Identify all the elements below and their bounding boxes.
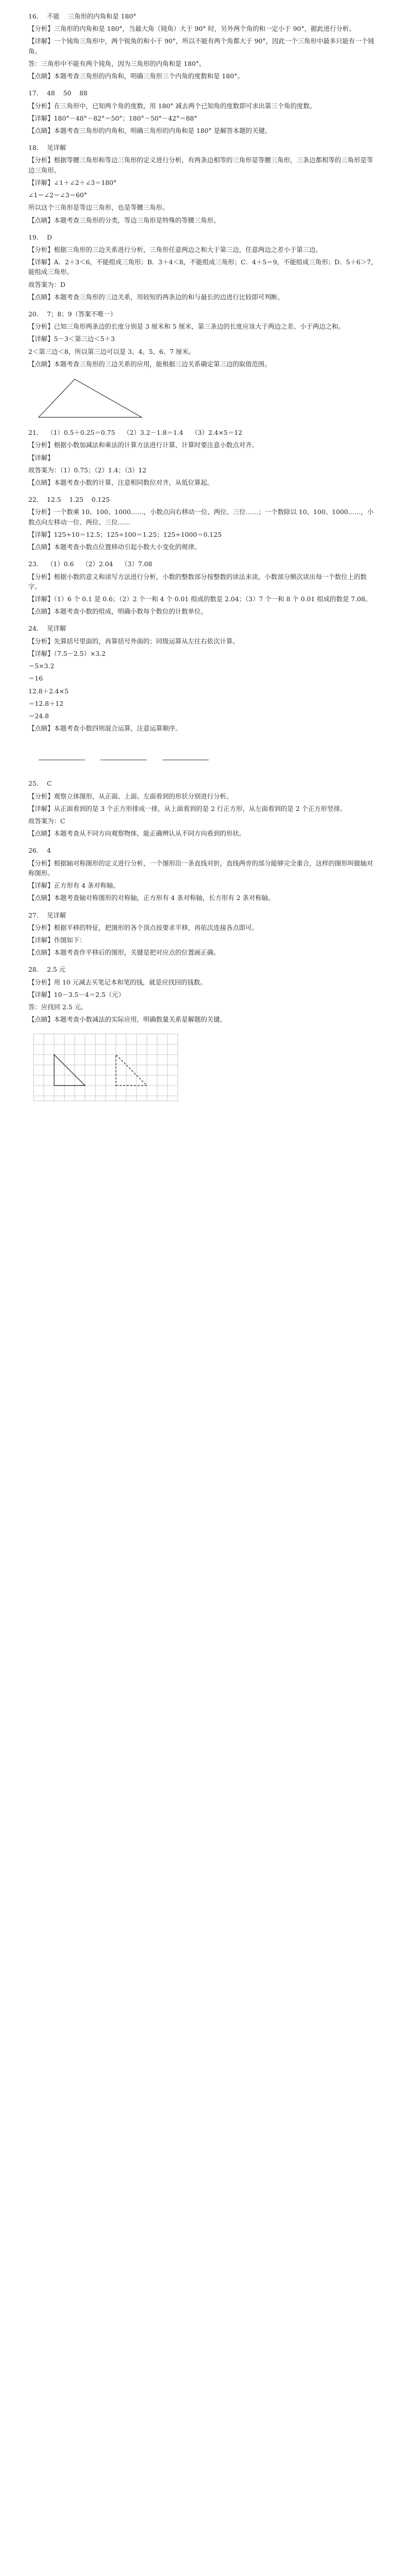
text-line: 23． （1）0.6 （2）2.04 （3）7.08 — [28, 560, 152, 568]
text-line: 【详解】5－3＜第三边＜5＋3 — [28, 335, 115, 343]
text-line: 【详解】125÷10＝12.5；125÷100＝1.25；125÷1000＝0.125 — [28, 530, 222, 538]
text-line: 故答案为：C — [28, 817, 65, 825]
text-line: 【点睛】本题考查小数的组成，明确小数每个数位的计数单位。 — [28, 607, 207, 616]
text-line: 26． 4 — [28, 846, 51, 855]
text-line: 【点睛】本题考查三角形的三边关系的应用，能根据三边关系确定第三边的取值范围。 — [28, 360, 271, 368]
text-line: 25． C — [28, 779, 52, 788]
text-line: ∠1＝∠2＝∠3＝60° — [28, 191, 87, 199]
text-line: 【点睛】本题考查小数四则混合运算，注意运算顺序。 — [28, 724, 182, 733]
text-line: 【点睛】本题考查三角形的三边关系，用较短的两条边的和与最长的边进行比较即可判断。 — [28, 293, 284, 301]
text-line: 2＜第三边＜8，所以第三边可以是 3、4、5、6、7 厘米。 — [28, 347, 195, 355]
text-line: 【点睛】本题考查三角形的内角和，明确三角形的内角和是 180° 是解答本题的关键。 — [28, 126, 272, 134]
text-line: 【点睛】本题考查小数点位置移动引起小数大小变化的规律。 — [28, 543, 201, 551]
text-line: 【点睛】本题考查小数的计算，注意相同数位对齐，从低位算起。 — [28, 479, 214, 486]
text-line: 【分析】已知三角形两条边的长度分别是 3 厘米和 5 厘米，第三条边的长度应该大于两边之差、小于两边之和。 — [28, 323, 345, 331]
text-line: ＝24.8 — [28, 711, 49, 720]
text-line: 所以这个三角形是等边三角形，也是等腰三角形。 — [28, 204, 169, 212]
text-line: 【分析】根据小数加减法和乘法的计算方法进行计算，计算时要注意小数点对齐。 — [28, 441, 259, 449]
answer-section-3 — [28, 778, 379, 1024]
answer-section-2 — [28, 428, 379, 733]
text-line: 故答案为：D — [28, 280, 65, 289]
text-line: 【详解】A．2＋3＜6，不能组成三角形；B．3＋4＜8，不能组成三角形；C．4＋5＝9，不能组成三角形；D．5＋6＞7，能组成三角形。 — [28, 258, 378, 276]
text-line: 【分析】在三角形中，已知两个角的度数，用 180° 减去两个已知角的度数即可求出第三个角的度数。 — [28, 101, 316, 110]
text-line: 答：应找回 2.5 元。 — [28, 1003, 88, 1011]
text-line: 【详解】从正面看到的是 3 个正方形排成一排，从上面看到的是 2 行正方形，从左面看到的是 2 个正方形竖排。 — [28, 804, 347, 812]
text-line: 【分析】先算括号里面的，再算括号外面的；同级运算从左往右依次计算。 — [28, 637, 239, 645]
text-line: 19． D — [28, 233, 52, 241]
text-line: 【详解】（1）6 个 0.1 是 0.6；（2）2 个一和 4 个 0.01 组成的数是 2.04；（3）7 个一和 8 个 0.01 组成的数是 7.08。 — [28, 595, 372, 603]
text-line: ＝12.8＋12 — [28, 699, 64, 707]
text-line: 20． 7；8；9（答案不唯一） — [28, 310, 117, 318]
text-line: 【点睛】本题考查作平移后的图形，关键是把对应点的位置画正确。 — [28, 948, 220, 957]
text-line: 【详解】180°－48°－82°＝50°；180°－50°－42°＝88° — [28, 114, 197, 122]
text-line: 【分析】用 10 元减去买笔记本和笔的钱，就是应找回的钱数。 — [28, 978, 207, 986]
text-line: 【详解】（7.5－2.5）×3.2 — [28, 649, 106, 657]
text-line: 【点睛】本题考查三角形的内角和，明确三角形三个内角的度数和是 180°。 — [28, 72, 244, 80]
text-line: 12.8＋2.4×5 — [28, 687, 69, 695]
document-body — [28, 11, 379, 1111]
vertical-calculation-figure — [28, 737, 379, 773]
text-line: 【详解】∠1＋∠2＋∠3＝180° — [28, 178, 117, 187]
text-line: 【点睛】本题考查轴对称图形的对称轴，正方形有 4 条对称轴，长方形有 2 条对称轴。 — [28, 894, 275, 902]
text-line: 故答案为：（1）0.75；（2）1.4；（3）12 — [28, 466, 147, 474]
text-line: 【详解】正方形有 4 条对称轴。 — [28, 882, 120, 890]
text-line: 【详解】10－3.5－4＝2.5（元） — [28, 990, 125, 998]
text-line: 【分析】根据轴对称图形的定义进行分析，一个图形沿一条直线对折，直线两旁的部分能够完全重合，这样的图形叫做轴对称图形。 — [28, 859, 374, 877]
translation-grid-figure — [28, 1029, 379, 1106]
text-line: 【详解】 — [28, 453, 54, 462]
triangle-figure — [28, 373, 379, 422]
text-line: 答：三角形中不能有两个钝角，因为三角形的内角和是 180°。 — [28, 59, 206, 67]
text-line: 【点睛】本题考查三角形的分类，等边三角形是特殊的等腰三角形。 — [28, 216, 220, 224]
text-line: 【分析】根据平移的特征，把图形的各个顶点按要求平移，再依次连接各点即可。 — [28, 923, 259, 931]
text-line: 21． （1）0.5＋0.25＝0.75 （2）3.2－1.8＝1.4 （3）2.4×5＝12 — [28, 429, 243, 437]
text-line: 【点睛】本题考查从不同方向观察物体，能正确辨认从不同方向看到的形状。 — [28, 829, 246, 838]
text-line: 【详解】一个钝角三角形中，两个锐角的和小于 90°，所以不能有两个角都大于 90°，因此一个三角形中最多只能有一个钝角。 — [28, 37, 375, 55]
text-line: 【分析】一个数乘 10、100、1000……，小数点向右移动一位、两位、三位……；一个数除以 10、100、1000……，小数点向左移动一位、两位、三位…… — [28, 508, 374, 526]
text-line: 28． 2.5 元 — [28, 965, 66, 974]
text-line: 【分析】三角形的内角和是 180°，当最大角（钝角）大于 90° 时，另外两个角的和一定小于 90°，据此进行分析。 — [28, 25, 355, 33]
text-line: ＝5×3.2 — [28, 662, 55, 670]
text-line: 【点睛】本题考查小数减法的实际应用，明确数量关系是解题的关键。 — [28, 1015, 227, 1024]
text-line: 22． 12.5 1.25 0.125 — [28, 496, 110, 504]
answer-section-1 — [28, 11, 379, 369]
text-line: 16． 不能 三角形的内角和是 180° — [28, 12, 137, 20]
text-line: 24． 见详解 — [28, 624, 66, 633]
text-line: 【分析】根据三角形的三边关系进行分析，三角形任意两边之和大于第三边，任意两边之差小于第三边。 — [28, 245, 322, 253]
text-line: ＝16 — [28, 674, 43, 683]
text-line: 27． 见详解 — [28, 911, 66, 919]
text-line: 【详解】作图如下： — [28, 936, 86, 944]
text-line: 17． 48 50 88 — [28, 89, 88, 97]
text-line: 【分析】根据小数的意义和读写方法进行分析，小数的整数部分按整数的读法来读，小数部分顺次读出每一个数位上的数字。 — [28, 572, 367, 590]
text-line: 18． 见详解 — [28, 144, 66, 152]
text-line: 【分析】根据等腰三角形和等边三角形的定义进行分析，有两条边相等的三角形是等腰三角形，三条边都相等的三角形是等边三角形。 — [28, 156, 374, 174]
text-line: 【分析】观察立体图形，从正面、上面、左面看到的形状分别进行分析。 — [28, 792, 233, 800]
